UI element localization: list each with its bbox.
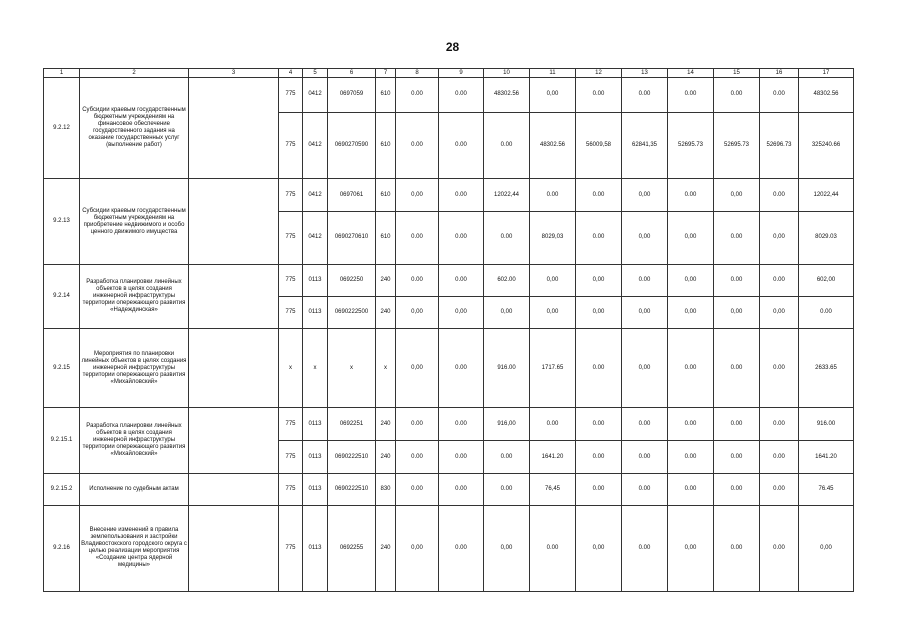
table-cell: 76.45 bbox=[799, 474, 854, 505]
table-cell: 2633.65 bbox=[799, 329, 854, 408]
header-cell: 14 bbox=[668, 69, 714, 78]
table-cell: 0.00 bbox=[396, 211, 439, 264]
table-row bbox=[44, 505, 854, 591]
row-name: Субсидии краевым государственным бюджетным учреждениям на финансовое обеспечение государственного задания на оказание государственных услуг (выполнение работ) bbox=[80, 78, 189, 179]
header-cell: 12 bbox=[576, 69, 622, 78]
table-cell: 240 bbox=[376, 440, 396, 473]
table-cell: 48302.56 bbox=[799, 78, 854, 112]
table-cell: 775 bbox=[279, 505, 303, 591]
table-cell: 0,00 bbox=[576, 505, 622, 591]
header-cell: 6 bbox=[328, 69, 376, 78]
table-cell: 0.00 bbox=[439, 264, 484, 296]
table-cell: 0.00 bbox=[668, 408, 714, 440]
table-cell: 0,00 bbox=[622, 211, 668, 264]
table-cell: 0.00 bbox=[576, 78, 622, 112]
table-cell: 0,00 bbox=[622, 329, 668, 408]
table-cell: 0.00 bbox=[484, 112, 530, 179]
table-cell: 0.00 bbox=[396, 264, 439, 296]
table-cell: 0.00 bbox=[668, 329, 714, 408]
table-cell: 0,00 bbox=[396, 179, 439, 211]
table-cell: х bbox=[376, 329, 396, 408]
table-cell: 0.00 bbox=[714, 440, 760, 473]
table-cell: 0,00 bbox=[714, 297, 760, 329]
table-cell: 0.00 bbox=[530, 179, 576, 211]
row-empty-cell bbox=[189, 264, 279, 329]
table-cell: 0412 bbox=[303, 78, 328, 112]
table-cell: 8029,03 bbox=[530, 211, 576, 264]
row-name: Субсидии краевым государственным бюджетным учреждениям на приобретение недвижимого и особо ценного движимого имущества bbox=[80, 179, 189, 264]
row-code: 9.2.12 bbox=[44, 78, 80, 179]
table-cell: 0.00 bbox=[439, 474, 484, 505]
header-cell: 17 bbox=[799, 69, 854, 78]
table-cell: 0.00 bbox=[484, 211, 530, 264]
table-cell: 0,00 bbox=[396, 329, 439, 408]
table-cell: 56009,58 bbox=[576, 112, 622, 179]
table-cell: 610 bbox=[376, 78, 396, 112]
table-cell: 916.00 bbox=[484, 329, 530, 408]
table-cell: 0,00 bbox=[760, 297, 799, 329]
table-cell: 0690222510 bbox=[328, 474, 376, 505]
table-cell: 0.00 bbox=[530, 408, 576, 440]
table-cell: 0692250 bbox=[328, 264, 376, 296]
table-cell: 916,00 bbox=[484, 408, 530, 440]
header-cell: 11 bbox=[530, 69, 576, 78]
header-row bbox=[44, 69, 854, 78]
table-cell: 0.00 bbox=[760, 78, 799, 112]
table-cell: 775 bbox=[279, 408, 303, 440]
table-cell: 0.00 bbox=[714, 474, 760, 505]
table-cell: 0.00 bbox=[439, 211, 484, 264]
table-cell: 0,00 bbox=[396, 505, 439, 591]
header-cell: 16 bbox=[760, 69, 799, 78]
table-cell: 0.00 bbox=[714, 408, 760, 440]
table-cell: 76,45 bbox=[530, 474, 576, 505]
table-cell: 0.00 bbox=[439, 440, 484, 473]
table-cell: 0.00 bbox=[668, 78, 714, 112]
table-cell: 0,00 bbox=[668, 297, 714, 329]
table-cell: 0.00 bbox=[396, 78, 439, 112]
table-cell: 0,00 bbox=[760, 211, 799, 264]
table-cell: 0.00 bbox=[576, 474, 622, 505]
table-cell: 0,00 bbox=[622, 297, 668, 329]
table-cell: 8029.03 bbox=[799, 211, 854, 264]
table-cell: 775 bbox=[279, 112, 303, 179]
header-cell: 4 bbox=[279, 69, 303, 78]
table-cell: 0697061 bbox=[328, 179, 376, 211]
budget-table bbox=[43, 68, 854, 592]
table-cell: 0412 bbox=[303, 112, 328, 179]
table-cell: 0.00 bbox=[622, 78, 668, 112]
table-cell: 0.00 bbox=[439, 112, 484, 179]
table-cell: 0.00 bbox=[714, 505, 760, 591]
table-cell: 0113 bbox=[303, 440, 328, 473]
table-cell: 0.00 bbox=[668, 440, 714, 473]
table-cell: 0.00 bbox=[622, 408, 668, 440]
table-cell: 775 bbox=[279, 211, 303, 264]
table-cell: 602.00 bbox=[484, 264, 530, 296]
table-cell: 240 bbox=[376, 408, 396, 440]
row-name: Мероприятия по планировки линейных объектов в целях создания инженерной инфраструктуры территории опережающего развития «Михайловский» bbox=[80, 329, 189, 408]
table-cell: 0,00 bbox=[714, 179, 760, 211]
table-cell: 0.00 bbox=[576, 440, 622, 473]
table-row bbox=[44, 408, 854, 440]
table-cell: 240 bbox=[376, 264, 396, 296]
table-cell: 0.00 bbox=[484, 474, 530, 505]
table-row bbox=[44, 264, 854, 296]
table-cell: 0.00 bbox=[396, 474, 439, 505]
table-cell: 916.00 bbox=[799, 408, 854, 440]
table-cell: 0,00 bbox=[576, 264, 622, 296]
table-cell: 0.00 bbox=[576, 211, 622, 264]
table-cell: 0.00 bbox=[760, 408, 799, 440]
table-cell: 0.00 bbox=[576, 329, 622, 408]
table-cell: 775 bbox=[279, 440, 303, 473]
row-empty-cell bbox=[189, 179, 279, 264]
row-name: Разработка планировки линейных объектов в целях создания инженерной инфраструктуры территории опережающего развития «Михайловский» bbox=[80, 408, 189, 474]
table-cell: 0.00 bbox=[576, 179, 622, 211]
row-code: 9.2.15.2 bbox=[44, 474, 80, 505]
table-cell: 0.00 bbox=[439, 329, 484, 408]
header-cell: 7 bbox=[376, 69, 396, 78]
table-cell: 0.00 bbox=[484, 440, 530, 473]
table-cell: 0692251 bbox=[328, 408, 376, 440]
table-cell: 12022,44 bbox=[484, 179, 530, 211]
table-cell: х bbox=[303, 329, 328, 408]
row-empty-cell bbox=[189, 505, 279, 591]
table-cell: 0.00 bbox=[622, 474, 668, 505]
table-cell: 0692255 bbox=[328, 505, 376, 591]
header-cell: 2 bbox=[80, 69, 189, 78]
table-cell: 0.00 bbox=[714, 78, 760, 112]
table-cell: 0.00 bbox=[668, 179, 714, 211]
table-cell: 1641.20 bbox=[799, 440, 854, 473]
row-empty-cell bbox=[189, 408, 279, 474]
table-cell: 52695.73 bbox=[714, 112, 760, 179]
table-cell: 0.00 bbox=[668, 474, 714, 505]
header-cell: 8 bbox=[396, 69, 439, 78]
table-cell: 0.00 bbox=[799, 297, 854, 329]
table-cell: 0.00 bbox=[622, 264, 668, 296]
row-code: 9.2.14 bbox=[44, 264, 80, 329]
row-code: 9.2.15.1 bbox=[44, 408, 80, 474]
table-row bbox=[44, 179, 854, 211]
table-cell: 0,00 bbox=[668, 211, 714, 264]
row-empty-cell bbox=[189, 78, 279, 179]
table-cell: 0.00 bbox=[439, 78, 484, 112]
table-cell: 830 bbox=[376, 474, 396, 505]
table-cell: 240 bbox=[376, 505, 396, 591]
table-cell: 0,00 bbox=[622, 179, 668, 211]
table-cell: 0690270610 bbox=[328, 211, 376, 264]
table-cell: 0113 bbox=[303, 264, 328, 296]
row-code: 9.2.15 bbox=[44, 329, 80, 408]
table-cell: 0.00 bbox=[760, 179, 799, 211]
table-cell: 0412 bbox=[303, 211, 328, 264]
table-cell: 0.00 bbox=[760, 474, 799, 505]
row-name: Исполнение по судебным актам bbox=[80, 474, 189, 505]
table-cell: х bbox=[328, 329, 376, 408]
table-cell: 0113 bbox=[303, 474, 328, 505]
row-name: Внесение изменений в правила землепользования и застройки Владивостокского городского округа с целью реализации мероприятия «Создание центра ядерной медицины» bbox=[80, 505, 189, 591]
table-cell: 0.00 bbox=[760, 440, 799, 473]
table-cell: 0,00 bbox=[439, 297, 484, 329]
table-cell: 0.00 bbox=[760, 505, 799, 591]
header-cell: 9 bbox=[439, 69, 484, 78]
table-row bbox=[44, 474, 854, 505]
header-cell: 15 bbox=[714, 69, 760, 78]
table-cell: 0,00 bbox=[396, 297, 439, 329]
table-cell: 12022,44 bbox=[799, 179, 854, 211]
table-cell: 0.00 bbox=[396, 440, 439, 473]
table-cell: 0690222500 bbox=[328, 297, 376, 329]
table-cell: 240 bbox=[376, 297, 396, 329]
header-cell: 1 bbox=[44, 69, 80, 78]
table-row bbox=[44, 329, 854, 408]
table-cell: 775 bbox=[279, 179, 303, 211]
table-cell: 62841,35 bbox=[622, 112, 668, 179]
table-cell: 602,00 bbox=[799, 264, 854, 296]
table-cell: 1641.20 bbox=[530, 440, 576, 473]
table-cell: 0.00 bbox=[714, 264, 760, 296]
header-cell: 10 bbox=[484, 69, 530, 78]
table-cell: 610 bbox=[376, 112, 396, 179]
table-cell: 0.00 bbox=[714, 211, 760, 264]
table-cell: 0,00 bbox=[484, 297, 530, 329]
table-cell: 0113 bbox=[303, 505, 328, 591]
table-cell: 610 bbox=[376, 179, 396, 211]
table-cell: 775 bbox=[279, 474, 303, 505]
table-cell: 48302.56 bbox=[484, 78, 530, 112]
table-cell: 325240.66 bbox=[799, 112, 854, 179]
row-name: Разработка планировки линейных объектов в целях создания инженерной инфраструктуры территории опережающего развития «Надеждинская» bbox=[80, 264, 189, 329]
table-cell: 0.00 bbox=[439, 505, 484, 591]
table-cell: 48302.56 bbox=[530, 112, 576, 179]
table-cell: 0,00 bbox=[668, 264, 714, 296]
table-cell: 0113 bbox=[303, 297, 328, 329]
table-cell: 0.00 bbox=[439, 179, 484, 211]
table-cell: 0,00 bbox=[576, 297, 622, 329]
row-empty-cell bbox=[189, 474, 279, 505]
table-cell: 0.00 bbox=[760, 329, 799, 408]
table-cell: 775 bbox=[279, 78, 303, 112]
table-row bbox=[44, 78, 854, 112]
table-cell: 0412 bbox=[303, 179, 328, 211]
table-cell: 610 bbox=[376, 211, 396, 264]
table-cell: 0,00 bbox=[799, 505, 854, 591]
table-cell: 0.00 bbox=[439, 408, 484, 440]
table-cell: 1717.65 bbox=[530, 329, 576, 408]
table-cell: 0.00 bbox=[622, 505, 668, 591]
table-cell: 0.00 bbox=[396, 408, 439, 440]
page-number: 28 bbox=[445, 40, 460, 54]
header-cell: 5 bbox=[303, 69, 328, 78]
table-cell: 0.00 bbox=[714, 329, 760, 408]
table-cell: 0.00 bbox=[530, 505, 576, 591]
table-cell: 775 bbox=[279, 297, 303, 329]
table-cell: 0,00 bbox=[668, 505, 714, 591]
row-code: 9.2.16 bbox=[44, 505, 80, 591]
table-cell: 0.00 bbox=[576, 408, 622, 440]
table-cell: 52695.73 bbox=[668, 112, 714, 179]
table-cell: 0,00 bbox=[484, 505, 530, 591]
table-cell: 0,00 bbox=[530, 297, 576, 329]
table-cell: 0.00 bbox=[622, 440, 668, 473]
table-cell: 0,00 bbox=[530, 78, 576, 112]
table-cell: 0.00 bbox=[760, 264, 799, 296]
table-cell: х bbox=[279, 329, 303, 408]
table-cell: 52696.73 bbox=[760, 112, 799, 179]
table-cell: 0690222510 bbox=[328, 440, 376, 473]
table-cell: 0697059 bbox=[328, 78, 376, 112]
header-cell: 13 bbox=[622, 69, 668, 78]
table-cell: 0113 bbox=[303, 408, 328, 440]
table-cell: 0.00 bbox=[396, 112, 439, 179]
table-cell: 775 bbox=[279, 264, 303, 296]
header-cell: 3 bbox=[189, 69, 279, 78]
row-code: 9.2.13 bbox=[44, 179, 80, 264]
row-empty-cell bbox=[189, 329, 279, 408]
table-cell: 0,00 bbox=[530, 264, 576, 296]
table-cell: 0690270590 bbox=[328, 112, 376, 179]
